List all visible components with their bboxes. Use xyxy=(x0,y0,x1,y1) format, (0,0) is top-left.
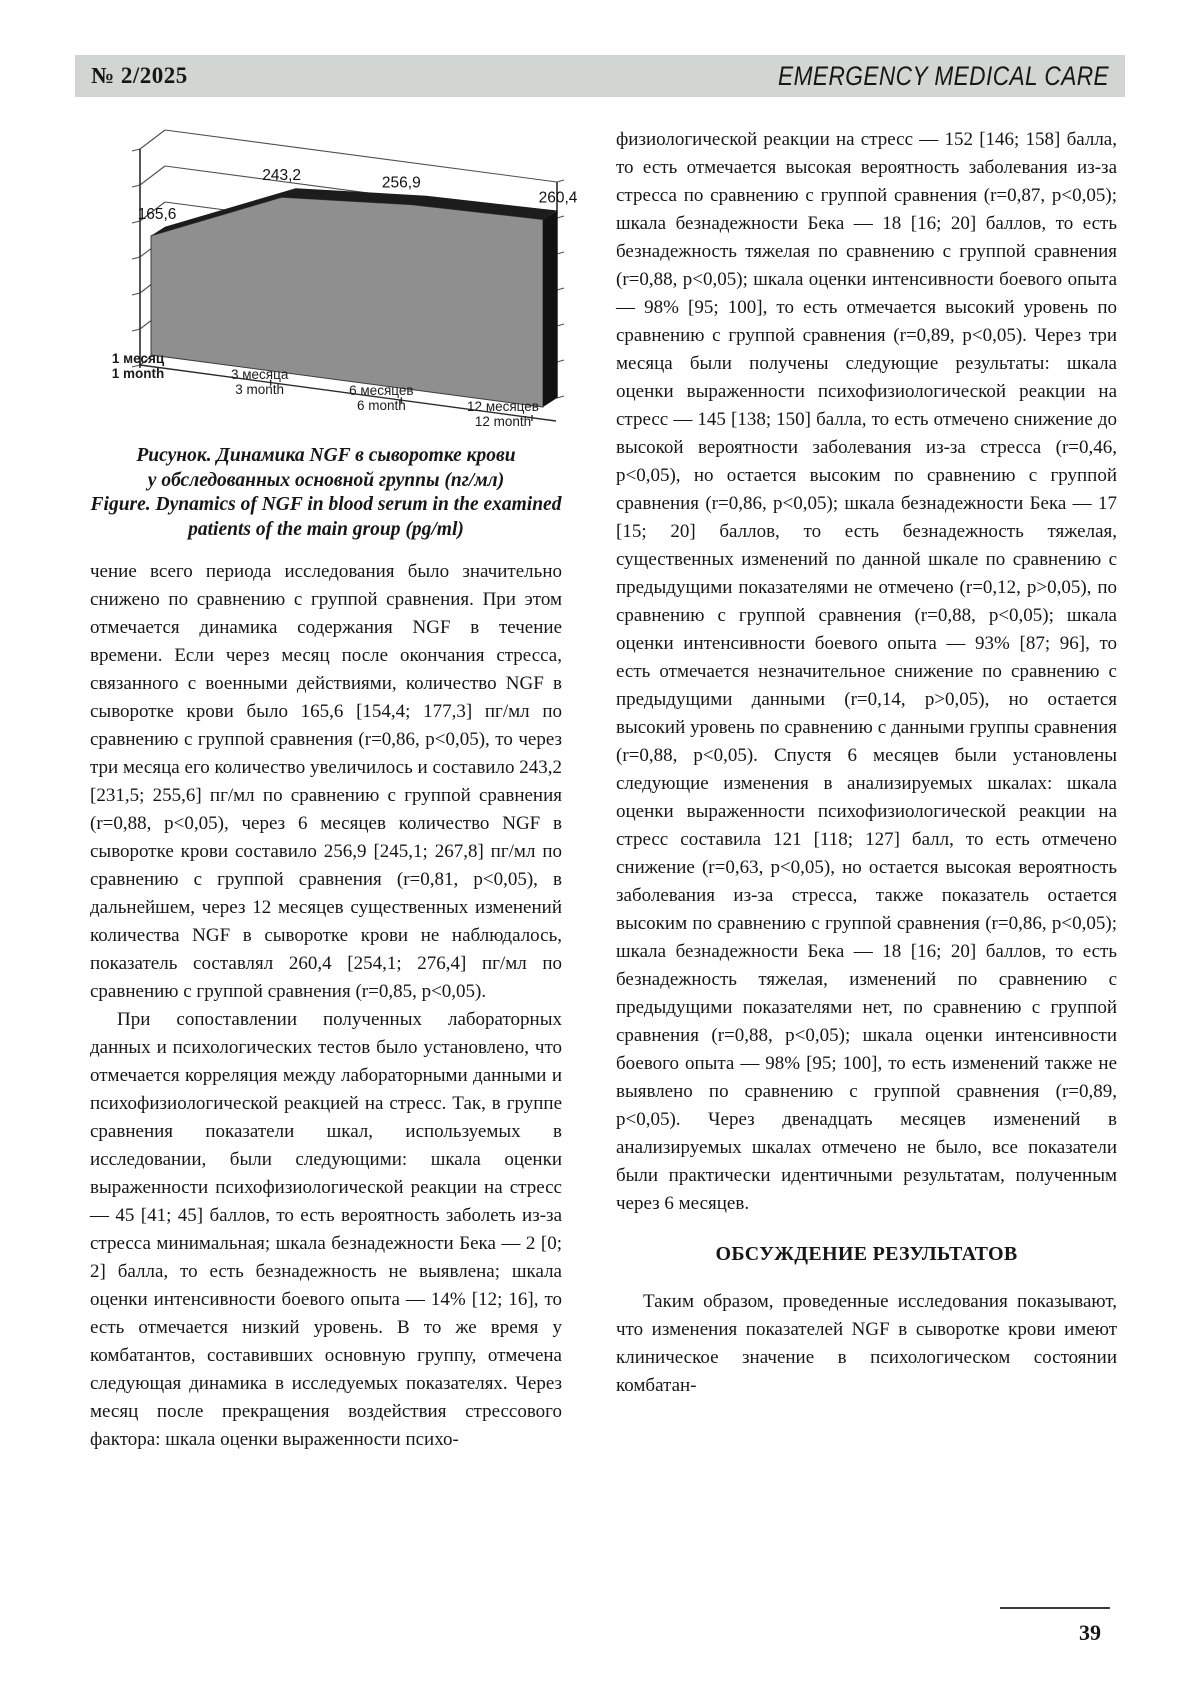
caption-en-line2: patients of the main group (pg/ml) xyxy=(188,518,464,540)
journal-title: EMERGENCY MEDICAL CARE xyxy=(777,60,1109,91)
svg-text:1 месяц1 month: 1 месяц 1 month xyxy=(111,351,165,381)
body-paragraph: чение всего периода исследования было значительно снижено по сравнению с группой сравнения. При этом отмечается динамика содержания NGF в течение времени. Если через месяц после окончания стресса, связанного с военными действиями, количество NGF в сыворотке крови было 165,6 [154,4; 177,3] пг/мл по сравнению с группой сравнения (r=0,86, p<0,05), то через три месяца его количество увеличилось и составило 243,2 [231,5; 255,6] пг/мл по сравнению с группой сравнения (r=0,88, p<0,05), через 6 месяцев количество NGF в сыворотке крови составило 256,9 [245,1; 267,8] пг/мл по сравнению с группой сравнения (r=0,81, p<0,05), в дальнейшем, через 12 месяцев существенных изменений количества NGF в сыворотке крови не наблюдалось, показатель составлял 260,4 [254,1; 276,4] пг/мл по сравнению с группой сравнения (r=0,85, p<0,05). xyxy=(90,561,562,1002)
svg-text:260,4: 260,4 xyxy=(538,189,578,207)
footer-rule xyxy=(1000,1607,1110,1609)
figure-caption xyxy=(90,444,562,542)
section-heading: ОБСУЖДЕНИЕ РЕЗУЛЬТАТОВ xyxy=(715,1243,1018,1265)
right-column xyxy=(616,126,1117,1400)
body-paragraph: При сопоставлении полученных лабораторных данных и психологических тестов было установлено, что отмечается корреляция между лабораторными данными и психофизиологической реакцией на стресс. Так, в группе сравнения показатели шкал, используемых в исследовании, были следующими: шкала оценки выраженности психофизиологической реакции на стресс — 45 [41; 45] баллов, то есть вероятность заболеть из-за стресса минимальная; шкала безнадежности Бека — 2 [0; 2] балла, то есть безнадежность не выявлена; шкала оценки интенсивности боевого опыта — 14% [12; 16], то есть отмечается низкий уровень. В то же время у комбатантов, составивших основную группу, отмечена следующая динамика в исследуемых показателях. Через месяц после прекращения воздействия стрессового фактора: шкала оценки выраженности психо- xyxy=(90,1009,562,1450)
svg-text:165,6: 165,6 xyxy=(137,205,177,223)
page-number: 39 xyxy=(1079,1620,1101,1645)
svg-text:243,2: 243,2 xyxy=(262,167,302,185)
body-paragraph: физиологической реакции на стресс — 152 [146; 158] балла, то есть отмечается высокая вероятность заболевания из-за стресса по сравнению с группой сравнения (r=0,87, p<0,05); шкала безнадежности Бека — 18 [16; 20] баллов, то есть безнадежность тяжелая по сравнению с группой сравнения (r=0,88, p<0,05); шкала оценки интенсивности боевого опыта — 98% [95; 100], то есть отмечается высокий уровень по сравнению с группой сравнения (r=0,89, p<0,05). Через три месяца были получены следующие результаты: шкала оценки выраженности психофизиологической реакции на стресс — 145 [138; 150] балла, то есть отмечено снижение до высокой вероятности заболевания из-за стресса (r=0,46, p<0,05), но остается высоким по сравнению с группой сравнения (r=0,86, p<0,05); шкала безнадежности Бека — 17 [15; 20] баллов, то есть безнадежность тяжелая, существенных изменений по данной шкале по сравнению с предыдущими показателями не отмечено (r=0,12, p>0,05), по сравнению с группой сравнения (r=0,88, p<0,05); шкала оценки интенсивности боевого опыта — 93% [87; 96], то есть отмечается незначительное снижение по сравнению с предыдущими данными (r=0,14, p>0,05), но остается высокий уровень по сравнению с данными группы сравнения (r=0,88, p<0,05). Спустя 6 месяцев были установлены следующие изменения в анализируемых шкалах: шкала оценки выраженности психофизиологической реакции на стресс составила 121 [118; 127] балл, то есть отмечено снижение (r=0,63, p<0,05), но остается высокая вероятность заболевания из-за стресса, также показатель остается высоким по сравнению с группой сравнения (r=0,86, p<0,05); шкала безнадежности Бека — 18 [16; 20] баллов, то есть безнадежность тяжелая, изменений по сравнению с предыдущими показателями нет, по сравнению с группой сравнения (r=0,88, p<0,05); шкала оценки интенсивности боевого опыта — 98% [95; 100], то есть изменений также не выявлено по сравнению с группой сравнения (r=0,89, p<0,05). Через двенадцать месяцев изменений в анализируемых шкалах отмечено не было, все показатели были практически идентичными результатам, полученным через 6 месяцев. xyxy=(616,129,1117,1214)
left-column xyxy=(90,122,578,1454)
svg-text:12 месяцев12 month: 12 месяцев 12 month xyxy=(467,399,539,429)
svg-text:6 месяцев6 month: 6 месяцев 6 month xyxy=(349,383,414,413)
issue-number: № 2/2025 xyxy=(91,63,188,88)
caption-en-line1: Figure. Dynamics of NGF in blood serum in the examined xyxy=(90,494,562,515)
header-bar xyxy=(75,55,1125,97)
body-paragraph: Таким образом, проведенные исследования показывают, что изменения показателей NGF в сыворотке крови имеют клиническое значение в психологическом состоянии комбатан- xyxy=(616,1291,1117,1396)
caption-ru-line2: у обследованных основной группы (пг/мл) xyxy=(147,469,505,491)
svg-text:256,9: 256,9 xyxy=(381,174,421,192)
ngf-dynamics-chart xyxy=(88,122,578,438)
svg-text:3 месяца3 month: 3 месяца 3 month xyxy=(230,367,289,397)
caption-ru-line1: Рисунок. Динамика NGF в сыворотке крови xyxy=(136,445,516,466)
chart-canvas xyxy=(88,122,578,438)
